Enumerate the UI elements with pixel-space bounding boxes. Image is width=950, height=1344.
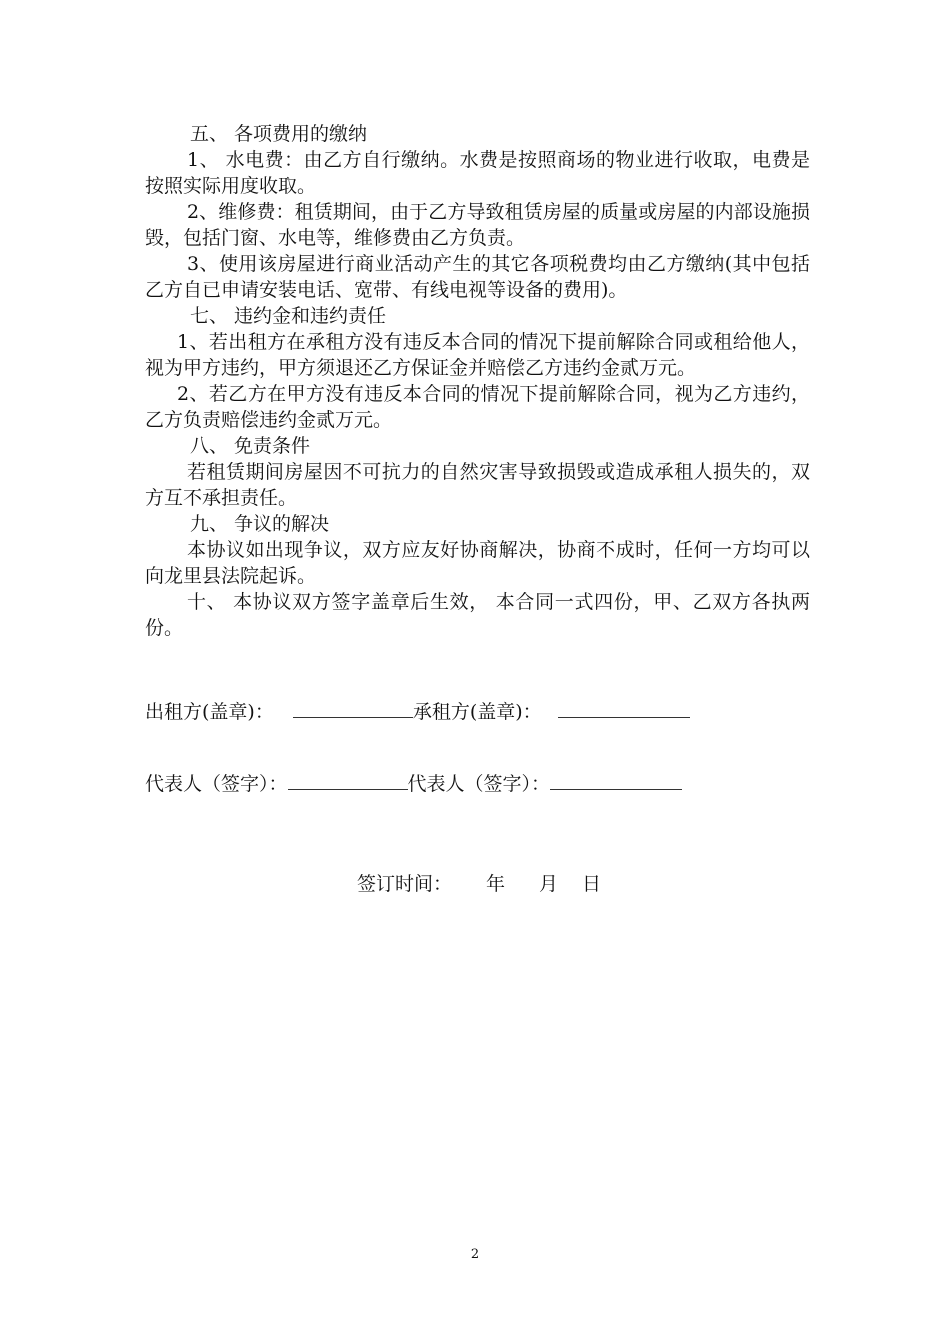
seal-signature-row <box>145 699 690 725</box>
date-day: 日 <box>582 873 602 895</box>
lessee-seal-label: 承租方(盖章)： <box>412 701 542 723</box>
fees-item-maintenance: 2、维修费：租赁期间，由于乙方导致租赁房屋的质量或房屋的内部设施损毁，包括门窗、水电等，维修费由乙方负责。 <box>145 201 810 249</box>
signing-date-row <box>357 871 601 897</box>
lessee-seal-line[interactable] <box>558 699 690 718</box>
section-heading-dispute: 九、 争议的解决 <box>190 513 330 535</box>
breach-item-lessor: 1、若出租方在承租方没有违反本合同的情况下提前解除合同或租给他人，视为甲方违约，甲方须退还乙方保证金并赔偿乙方违约金贰万元。 <box>145 331 810 379</box>
dispute-body: 本协议如出现争议，双方应友好协商解决，协商不成时，任何一方均可以向龙里县法院起诉。 <box>145 539 810 587</box>
section-heading-breach: 七、 违约金和违约责任 <box>190 305 387 327</box>
fees-item-utilities: 1、 水电费：由乙方自行缴纳。水费是按照商场的物业进行收取，电费是按照实际用度收取。 <box>145 149 810 197</box>
section-heading-exemption: 八、 免责条件 <box>190 435 311 457</box>
lessor-rep-label: 代表人（签字）： <box>145 773 288 795</box>
lessee-rep-label: 代表人（签字）： <box>407 773 551 795</box>
lessor-seal-label: 出租方(盖章)： <box>145 701 274 723</box>
section-heading-fees: 五、 各项费用的缴纳 <box>190 123 368 145</box>
representative-signature-row <box>145 771 682 797</box>
contract-body <box>145 121 810 641</box>
fees-item-taxes: 3、使用该房屋进行商业活动产生的其它各项税费均由乙方缴纳(其中包括乙方自已申请安装电话、宽带、有线电视等设备的费用)。 <box>145 253 810 301</box>
lessee-rep-line[interactable] <box>550 771 682 790</box>
page-number: 2 <box>470 1247 480 1262</box>
signing-date-label: 签订时间： <box>357 873 453 895</box>
effect-clause: 十、 本协议双方签字盖章后生效， 本合同一式四份，甲、乙双方各执两份。 <box>145 591 810 639</box>
exemption-body: 若租赁期间房屋因不可抗力的自然灾害导致损毁或造成承租人损失的，双方互不承担责任。 <box>145 461 810 509</box>
lessor-seal-line[interactable] <box>293 699 413 718</box>
date-month: 月 <box>539 873 559 895</box>
breach-item-lessee: 2、若乙方在甲方没有违反本合同的情况下提前解除合同，视为乙方违约，乙方负责赔偿违约金贰万元。 <box>145 383 810 431</box>
date-year: 年 <box>486 873 506 895</box>
lessor-rep-line[interactable] <box>288 771 408 790</box>
